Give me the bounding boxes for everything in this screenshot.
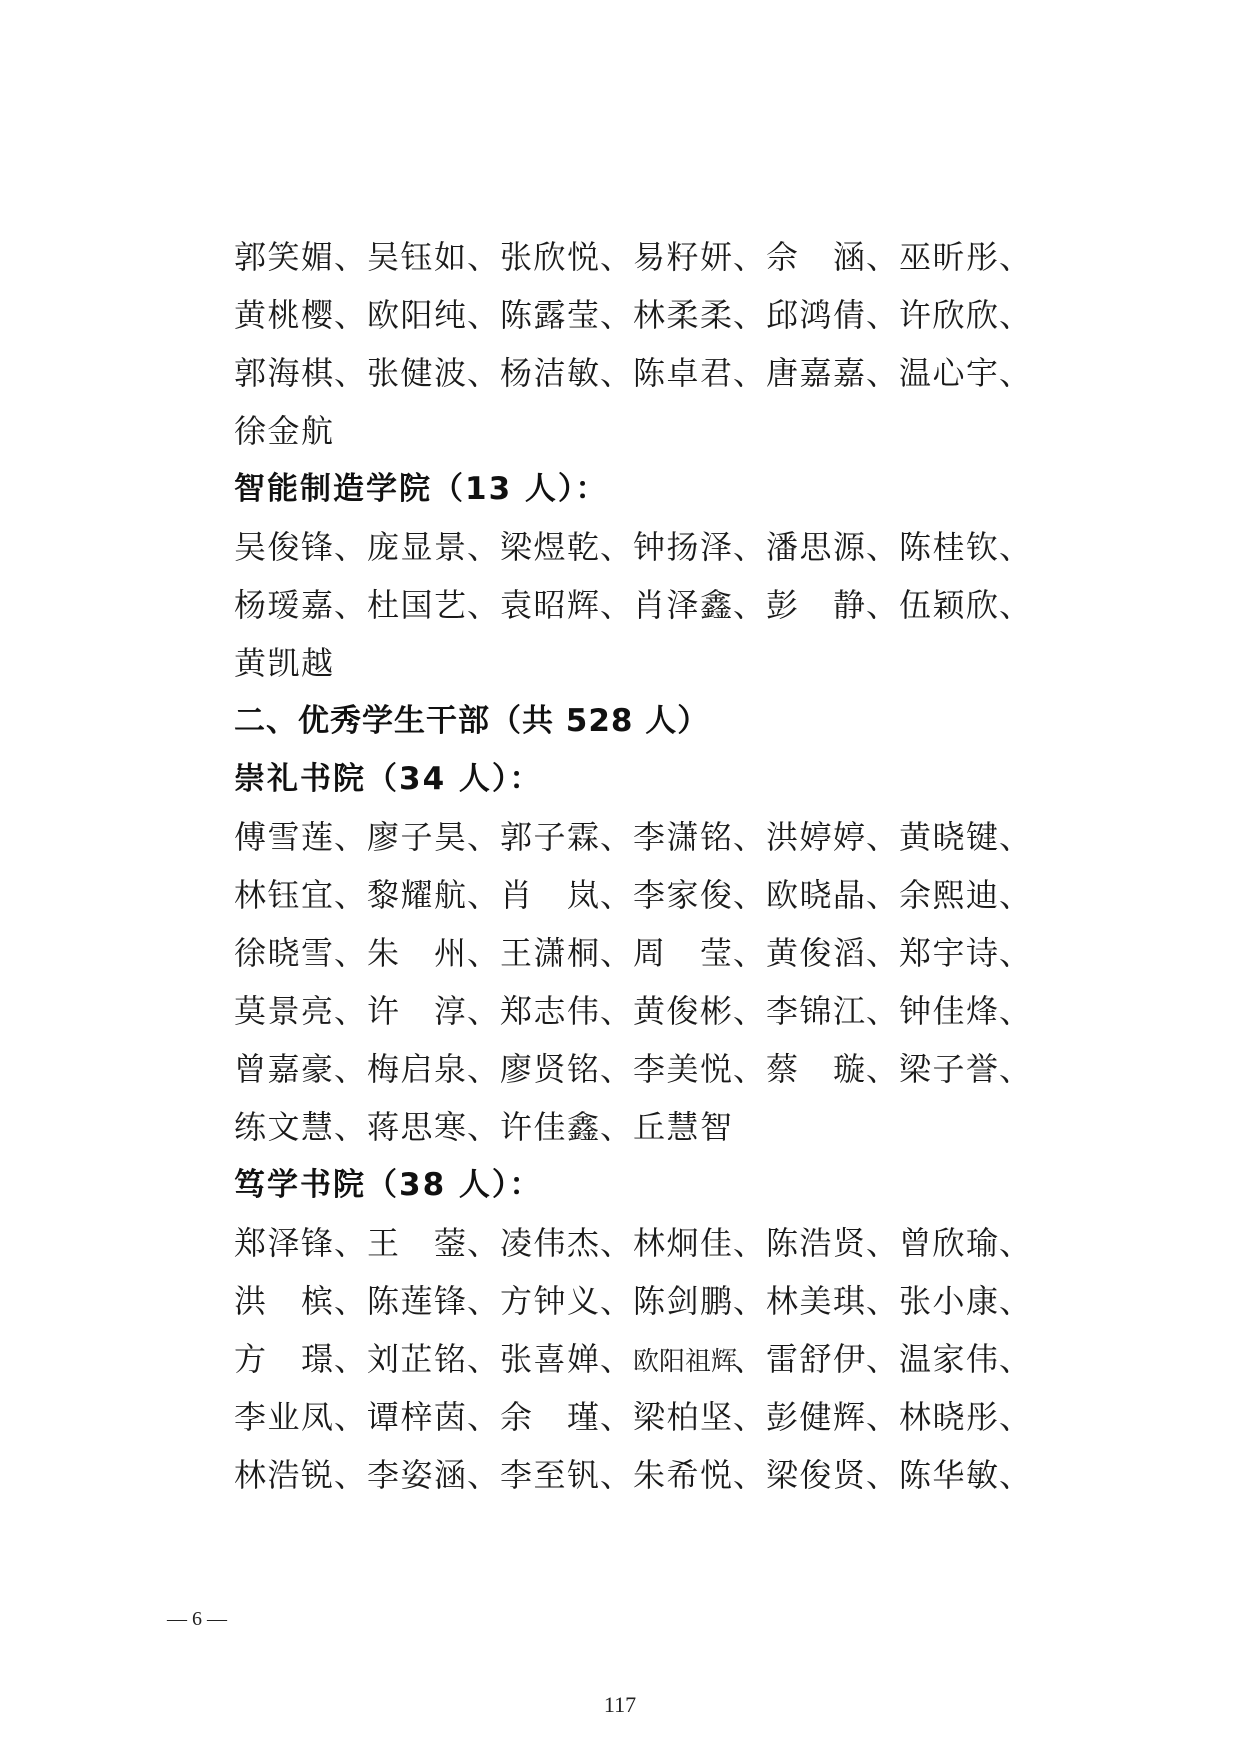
name-separator: 、: [733, 586, 767, 624]
name-separator: 、: [600, 992, 634, 1030]
name-row: [234, 1388, 1034, 1446]
student-name: 巫昕彤: [899, 238, 999, 276]
name-separator: 、: [733, 1050, 767, 1088]
name-separator: 、: [600, 1456, 634, 1494]
name-separator: 、: [733, 1340, 767, 1378]
student-name: 蔡 璇: [766, 1050, 866, 1088]
student-name: 杨洁敏: [500, 354, 600, 392]
name-row: [234, 518, 1034, 576]
name-separator: 、: [334, 586, 368, 624]
student-name: 练文慧: [234, 1108, 334, 1146]
student-name: 郑泽锋: [234, 1224, 334, 1262]
name-separator: 、: [467, 296, 501, 334]
name-separator: 、: [600, 586, 634, 624]
student-name: 钟扬泽: [633, 528, 733, 566]
student-name: 梁煜乾: [500, 528, 600, 566]
student-name: 林美琪: [766, 1282, 866, 1320]
college-heading: 智能制造学院（13 人）：: [234, 471, 609, 507]
student-name: 莫景亮: [234, 992, 334, 1030]
student-name: 吴俊锋: [234, 528, 334, 566]
name-separator: 、: [334, 1282, 368, 1320]
student-name: 朱希悦: [633, 1456, 733, 1494]
student-name: 李业凤: [234, 1398, 334, 1436]
student-name: 彭健辉: [766, 1398, 866, 1436]
name-separator: 、: [334, 876, 368, 914]
student-name: 潘思源: [766, 528, 866, 566]
name-separator: 、: [866, 1456, 900, 1494]
name-separator: 、: [733, 354, 767, 392]
student-name: 温心宇: [899, 354, 999, 392]
student-name: 许 淳: [367, 992, 467, 1030]
student-name: 梅启泉: [367, 1050, 467, 1088]
name-separator: 、: [999, 934, 1033, 972]
student-name: 刘芷铭: [367, 1340, 467, 1378]
student-name: 许欣欣: [899, 296, 999, 334]
student-name: 温家伟: [899, 1340, 999, 1378]
name-separator: 、: [866, 1282, 900, 1320]
student-name: 陈剑鹏: [633, 1282, 733, 1320]
name-separator: 、: [600, 1224, 634, 1262]
name-row: [234, 1272, 1034, 1330]
student-name: 谭梓茵: [367, 1398, 467, 1436]
student-name: 傅雪莲: [234, 818, 334, 856]
name-separator: 、: [999, 528, 1033, 566]
student-name: 彭 静: [766, 586, 866, 624]
student-name: 王 蓥: [367, 1224, 467, 1262]
student-name: 陈浩贤: [766, 1224, 866, 1262]
name-separator: 、: [467, 1108, 501, 1146]
name-separator: 、: [733, 238, 767, 276]
student-name: 洪 槟: [234, 1282, 334, 1320]
student-name: 李美悦: [633, 1050, 733, 1088]
name-separator: 、: [467, 354, 501, 392]
student-name: 欧阳纯: [367, 296, 467, 334]
name-row: [234, 924, 1034, 982]
student-name: 袁昭辉: [500, 586, 600, 624]
name-separator: 、: [467, 1050, 501, 1088]
student-name: 吴钰如: [367, 238, 467, 276]
name-separator: 、: [866, 296, 900, 334]
name-separator: 、: [467, 1282, 501, 1320]
student-name: 陈露莹: [500, 296, 600, 334]
student-name: 林柔柔: [633, 296, 733, 334]
name-separator: 、: [334, 1050, 368, 1088]
student-name: 陈莲锋: [367, 1282, 467, 1320]
name-separator: 、: [467, 238, 501, 276]
student-name: 余熙迪: [899, 876, 999, 914]
name-separator: 、: [733, 1398, 767, 1436]
name-separator: 、: [733, 992, 767, 1030]
student-name: 李潇铭: [633, 818, 733, 856]
student-name: 余 瑾: [500, 1398, 600, 1436]
page-marker: — 6 —: [167, 1608, 227, 1630]
name-separator: 、: [999, 238, 1033, 276]
name-separator: 、: [334, 238, 368, 276]
name-separator: 、: [600, 934, 634, 972]
name-row: [234, 402, 1034, 460]
student-name: 林炯佳: [633, 1224, 733, 1262]
student-name: 徐金航: [234, 412, 334, 450]
name-separator: 、: [600, 528, 634, 566]
name-separator: 、: [999, 1398, 1033, 1436]
student-name: 方 璟: [234, 1340, 334, 1378]
name-separator: 、: [467, 586, 501, 624]
name-separator: 、: [467, 992, 501, 1030]
name-separator: 、: [334, 934, 368, 972]
student-name: 方钟义: [500, 1282, 600, 1320]
page-number: 117: [603, 1692, 637, 1717]
name-separator: 、: [600, 1340, 634, 1378]
student-name: 欧阳祖辉: [633, 1347, 738, 1377]
student-name: 林晓彤: [899, 1398, 999, 1436]
college-heading: 崇礼书院（34 人）：: [234, 761, 543, 797]
name-row: [234, 286, 1034, 344]
name-separator: 、: [467, 1340, 501, 1378]
section-heading: 二、优秀学生干部（共 528 人）: [234, 703, 710, 739]
student-name: 庞显景: [367, 528, 467, 566]
name-separator: 、: [866, 992, 900, 1030]
name-separator: 、: [467, 934, 501, 972]
name-separator: 、: [733, 934, 767, 972]
name-separator: 、: [334, 1340, 368, 1378]
name-separator: 、: [999, 586, 1033, 624]
name-separator: 、: [334, 354, 368, 392]
student-name: 林浩锐: [234, 1456, 334, 1494]
name-separator: 、: [999, 1456, 1033, 1494]
student-name: 蒋思寒: [367, 1108, 467, 1146]
name-separator: 、: [999, 818, 1033, 856]
student-name: 张小康: [899, 1282, 999, 1320]
student-name: 丘慧智: [633, 1108, 733, 1146]
student-name: 陈华敏: [899, 1456, 999, 1494]
name-row: [234, 1446, 1034, 1504]
name-separator: 、: [600, 1108, 634, 1146]
student-name: 钟佳烽: [899, 992, 999, 1030]
name-row: [234, 1098, 1034, 1156]
name-separator: 、: [334, 528, 368, 566]
name-separator: 、: [600, 1050, 634, 1088]
student-name: 唐嘉嘉: [766, 354, 866, 392]
name-separator: 、: [866, 818, 900, 856]
name-separator: 、: [334, 1398, 368, 1436]
student-name: 黄晓键: [899, 818, 999, 856]
name-row: [234, 808, 1034, 866]
name-row: [234, 1214, 1034, 1272]
student-name: 郑宇诗: [899, 934, 999, 972]
name-separator: 、: [334, 296, 368, 334]
name-row: [234, 1330, 1034, 1388]
student-name: 凌伟杰: [500, 1224, 600, 1262]
student-name: 李家俊: [633, 876, 733, 914]
student-name: 佘 涵: [766, 238, 866, 276]
student-name: 李至钒: [500, 1456, 600, 1494]
name-row: [234, 228, 1034, 286]
student-name: 肖泽鑫: [633, 586, 733, 624]
name-separator: 、: [467, 818, 501, 856]
name-row: [234, 576, 1034, 634]
student-name: 黄俊滔: [766, 934, 866, 972]
name-separator: 、: [334, 1456, 368, 1494]
name-separator: 、: [866, 1340, 900, 1378]
name-separator: 、: [467, 876, 501, 914]
student-name: 郭笑媚: [234, 238, 334, 276]
name-separator: 、: [733, 296, 767, 334]
name-row: [234, 344, 1034, 402]
name-separator: 、: [866, 1224, 900, 1262]
student-name: 洪婷婷: [766, 818, 866, 856]
name-separator: 、: [999, 876, 1033, 914]
student-name: 伍颖欣: [899, 586, 999, 624]
student-name: 杨瑷嘉: [234, 586, 334, 624]
name-separator: 、: [600, 354, 634, 392]
name-separator: 、: [733, 818, 767, 856]
name-separator: 、: [467, 1456, 501, 1494]
student-name: 黄俊彬: [633, 992, 733, 1030]
name-separator: 、: [866, 1050, 900, 1088]
student-name: 梁柏坚: [633, 1398, 733, 1436]
college-heading: 笃学书院（38 人）：: [234, 1167, 543, 1203]
student-name: 周 莹: [633, 934, 733, 972]
name-separator: 、: [999, 992, 1033, 1030]
student-name: 陈卓君: [633, 354, 733, 392]
name-separator: 、: [866, 934, 900, 972]
name-separator: 、: [999, 1224, 1033, 1262]
name-separator: 、: [866, 238, 900, 276]
student-name: 郭子霖: [500, 818, 600, 856]
name-separator: 、: [733, 1282, 767, 1320]
name-separator: 、: [467, 1224, 501, 1262]
student-name: 黄凯越: [234, 644, 334, 682]
name-separator: 、: [733, 876, 767, 914]
name-separator: 、: [866, 528, 900, 566]
name-separator: 、: [866, 1398, 900, 1436]
name-separator: 、: [733, 1224, 767, 1262]
name-row: [234, 634, 1034, 692]
name-separator: 、: [600, 1282, 634, 1320]
student-name: 杜国艺: [367, 586, 467, 624]
student-name: 张欣悦: [500, 238, 600, 276]
name-separator: 、: [334, 818, 368, 856]
name-separator: 、: [334, 992, 368, 1030]
name-row: [234, 982, 1034, 1040]
student-name: 黄桃樱: [234, 296, 334, 334]
student-name: 欧晓晶: [766, 876, 866, 914]
student-name: 雷舒伊: [766, 1340, 866, 1378]
student-name: 李锦江: [766, 992, 866, 1030]
name-separator: 、: [999, 1050, 1033, 1088]
student-name: 许佳鑫: [500, 1108, 600, 1146]
student-name: 陈桂钦: [899, 528, 999, 566]
name-separator: 、: [600, 296, 634, 334]
name-separator: 、: [334, 1224, 368, 1262]
name-separator: 、: [733, 1456, 767, 1494]
name-separator: 、: [999, 1282, 1033, 1320]
student-name: 廖贤铭: [500, 1050, 600, 1088]
name-separator: 、: [334, 1108, 368, 1146]
name-separator: 、: [866, 876, 900, 914]
student-name: 梁子誉: [899, 1050, 999, 1088]
student-name: 肖 岚: [500, 876, 600, 914]
student-name: 张健波: [367, 354, 467, 392]
name-separator: 、: [999, 1340, 1033, 1378]
name-separator: 、: [600, 1398, 634, 1436]
name-row: [234, 866, 1034, 924]
name-separator: 、: [866, 354, 900, 392]
student-name: 徐晓雪: [234, 934, 334, 972]
student-name: 林钰宜: [234, 876, 334, 914]
name-row: [234, 1040, 1034, 1098]
name-separator: 、: [600, 876, 634, 914]
student-name: 王潇桐: [500, 934, 600, 972]
student-name: 李姿涵: [367, 1456, 467, 1494]
student-name: 廖子昊: [367, 818, 467, 856]
student-name: 黎耀航: [367, 876, 467, 914]
student-name: 郭海棋: [234, 354, 334, 392]
student-name: 郑志伟: [500, 992, 600, 1030]
student-name: 邱鸿倩: [766, 296, 866, 334]
student-name: 梁俊贤: [766, 1456, 866, 1494]
student-name: 曾嘉豪: [234, 1050, 334, 1088]
name-separator: 、: [866, 586, 900, 624]
name-separator: 、: [600, 238, 634, 276]
student-name: 张喜婵: [500, 1340, 600, 1378]
name-separator: 、: [999, 354, 1033, 392]
student-name: 朱 州: [367, 934, 467, 972]
name-separator: 、: [467, 1398, 501, 1436]
honor-list-content: [234, 228, 1034, 1504]
name-separator: 、: [733, 528, 767, 566]
student-name: 曾欣瑜: [899, 1224, 999, 1262]
name-separator: 、: [467, 528, 501, 566]
student-name: 易籽妍: [633, 238, 733, 276]
name-separator: 、: [600, 818, 634, 856]
name-separator: 、: [999, 296, 1033, 334]
